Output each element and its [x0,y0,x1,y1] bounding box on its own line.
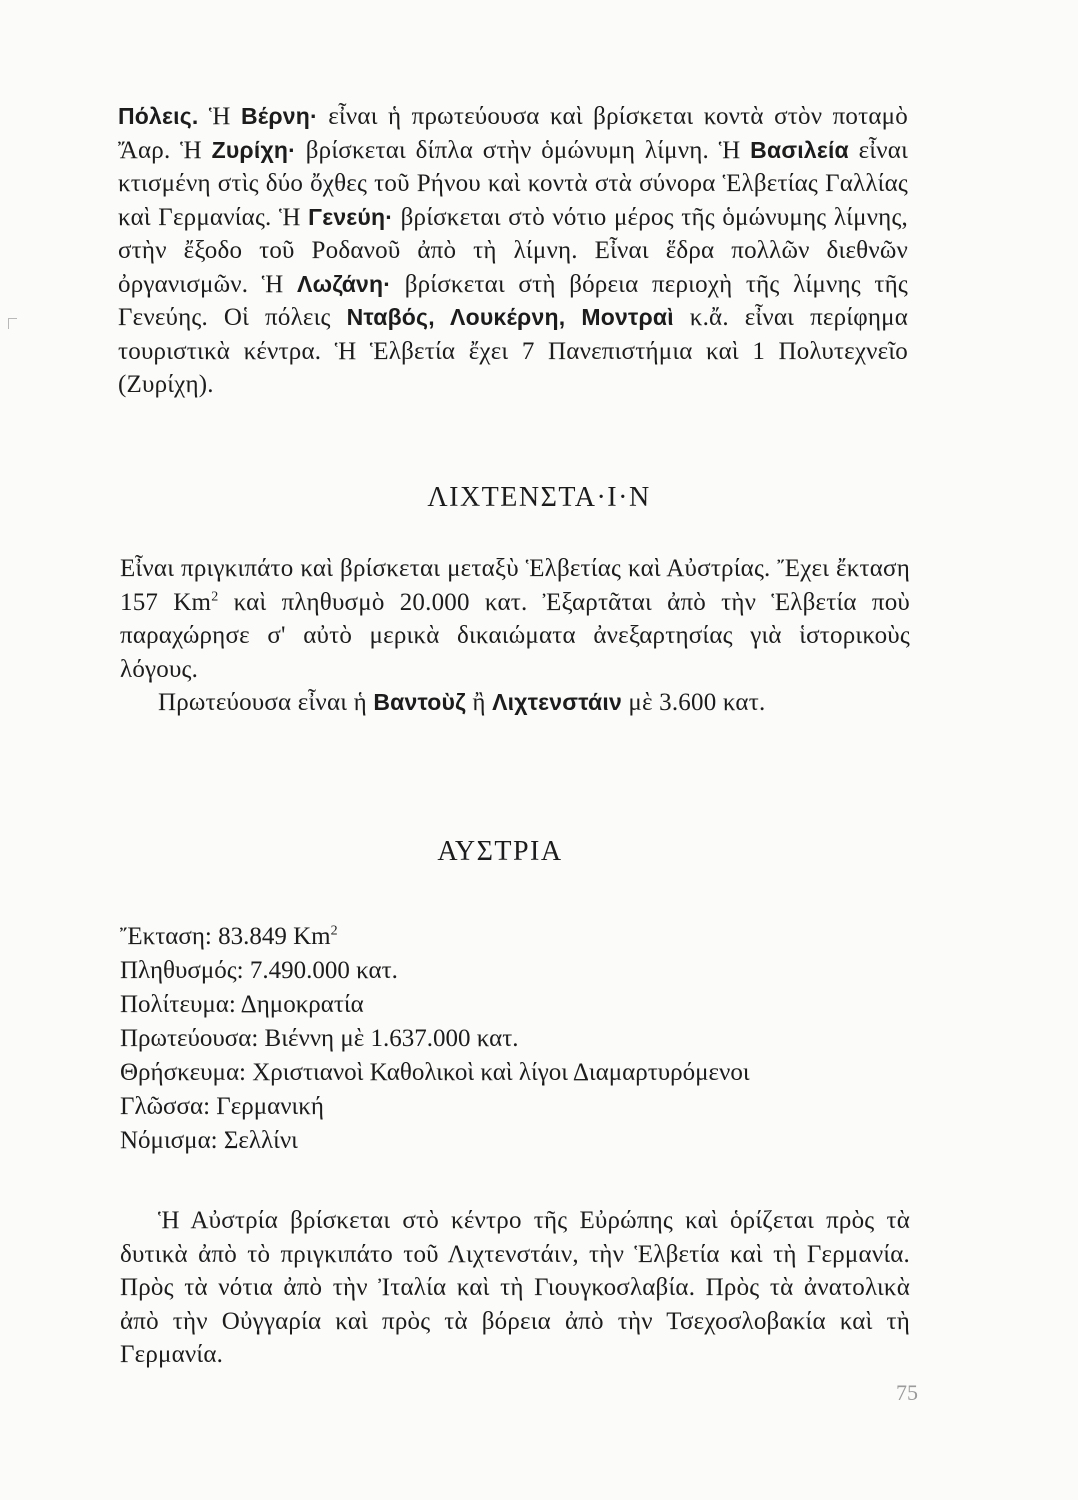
superscript: 2 [330,923,338,939]
austria-heading: ΑΥΣΤΡΙΑ [437,836,563,867]
vaduz-name: Βαντοὺζ [373,689,466,715]
religion-line: Θρήσκευμα: Χριστιανοὶ Καθολικοὶ καὶ λίγοι Διαμαρτυρόμενοι [120,1059,750,1086]
text-run: Πρωτεύουσα εἶναι ἡ [158,689,374,716]
austria-facts [120,920,750,1158]
lausanne-name: Λωζάνη· [297,270,392,297]
basel-name: Βασιλεία [750,136,849,163]
government-line: Πολίτευμα: Δημοκρατία [120,991,364,1018]
text-run: Εἶναι πριγκιπάτο καὶ βρίσκεται μεταξὺ Ἑλβετίας καὶ Αὐστρίας. Ἔχει ἔκταση 157 Km [120,555,910,616]
text-run: κ.ἄ. εἶναι περίφημα τουριστικὰ κέντρα. Ἡ Ἑλβετία ἔχει 7 Πανεπιστήμια καὶ 1 Πολυτεχνεῖο (Ζυρίχη). [118,304,908,398]
text-run: εἶναι ἡ πρωτεύουσα καὶ βρίσκεται κοντὰ στὸν ποταμὸ Ἄαρ. Ἡ [118,103,908,164]
austria-text: Ἡ Αὐστρία βρίσκεται στὸ κέντρο τῆς Εὐρώπης καὶ ὁρίζεται πρὸς τὰ δυτικὰ ἀπὸ τὸ πριγκιπάτο τοῦ Λιχτενστάιν, τὴν Ἑλβετία καὶ τὴ Γερμανία. Πρὸς τὰ νότια ἀπὸ τὴν Ἰταλία καὶ τὴ Γιουγκοσλαβία. Πρὸς τὰ ἀνατολικὰ ἀπὸ τὴν Οὐγγαρία καὶ πρὸς τὰ βόρεια ἀπὸ τὴν Τσεχοσλοβακία καὶ τὴ Γερμανία. [120,1207,910,1368]
resort-names: Νταβός, Λουκέρνη, Μοντραὶ [346,304,674,330]
page-number: 75 [896,1380,918,1405]
liechtenstein-heading: ΛΙΧΤΕΝΣΤΑ·Ι·Ν [427,482,651,513]
cities-lead: Πόλεις. [118,103,199,129]
text-run: Ἡ [198,103,241,130]
austria-paragraph [120,1204,910,1372]
capital-line: Πρωτεύουσα: Βιέννη μὲ 1.637.000 κατ. [120,1025,519,1052]
text-run: ἢ [465,689,493,716]
text-run: εἶναι κτισμένη στὶς δύο ὄχθες τοῦ Ρήνου καὶ κοντὰ στὰ σύνορα Ἑλβετίας Γαλλίας καὶ Γερμανίας. Ἡ [118,136,908,231]
text-run: καὶ πληθυσμὸ 20.000 κατ. Ἐξαρτᾶται ἀπὸ τὴν Ἑλβετία ποὺ παραχώρησε σ' αὐτὸ μερικὰ δικαιώματα ἀνεξαρτησίας γιὰ ἱστορικοὺς λόγους. [120,588,910,683]
margin-mark [8,318,17,329]
text-run: βρίσκεται στὸ νότιο μέρος τῆς ὁμώνυμης λίμνης, στὴν ἔξοδο τοῦ Ροδανοῦ ἀπὸ τὴ λίμνη. Εἶναι ἕδρα πολλῶν διεθνῶν ὀργανισμῶν. Ἡ [118,203,909,298]
text-run: βρίσκεται στὴ βόρεια περιοχὴ τῆς λίμνης τῆς Γενεύης. Οἱ πόλεις [118,270,908,331]
superscript: 2 [211,589,219,605]
liechtenstein-name: Λιχτενστάιν [492,689,622,715]
liechtenstein-text [120,552,910,686]
liechtenstein-capital [120,686,910,720]
currency-line: Νόμισμα: Σελλίνι [120,1127,298,1154]
text-run: μὲ 3.600 κατ. [621,689,766,716]
liechtenstein-paragraph [120,552,910,720]
area-line [120,920,750,954]
bern-name: Βέρνη· [240,103,318,129]
area: Ἔκταση: 83.849 Km [120,923,331,950]
text-run: βρίσκεται δίπλα στὴν ὁμώνυμη λίμνη. Ἡ [296,136,751,164]
swiss-cities-paragraph [118,100,908,402]
zurich-name: Ζυρίχη· [211,136,296,163]
language-line: Γλῶσσα: Γερμανική [120,1093,324,1120]
geneva-name: Γενεύη· [308,203,394,230]
population-line: Πληθυσμός: 7.490.000 κατ. [120,957,398,984]
